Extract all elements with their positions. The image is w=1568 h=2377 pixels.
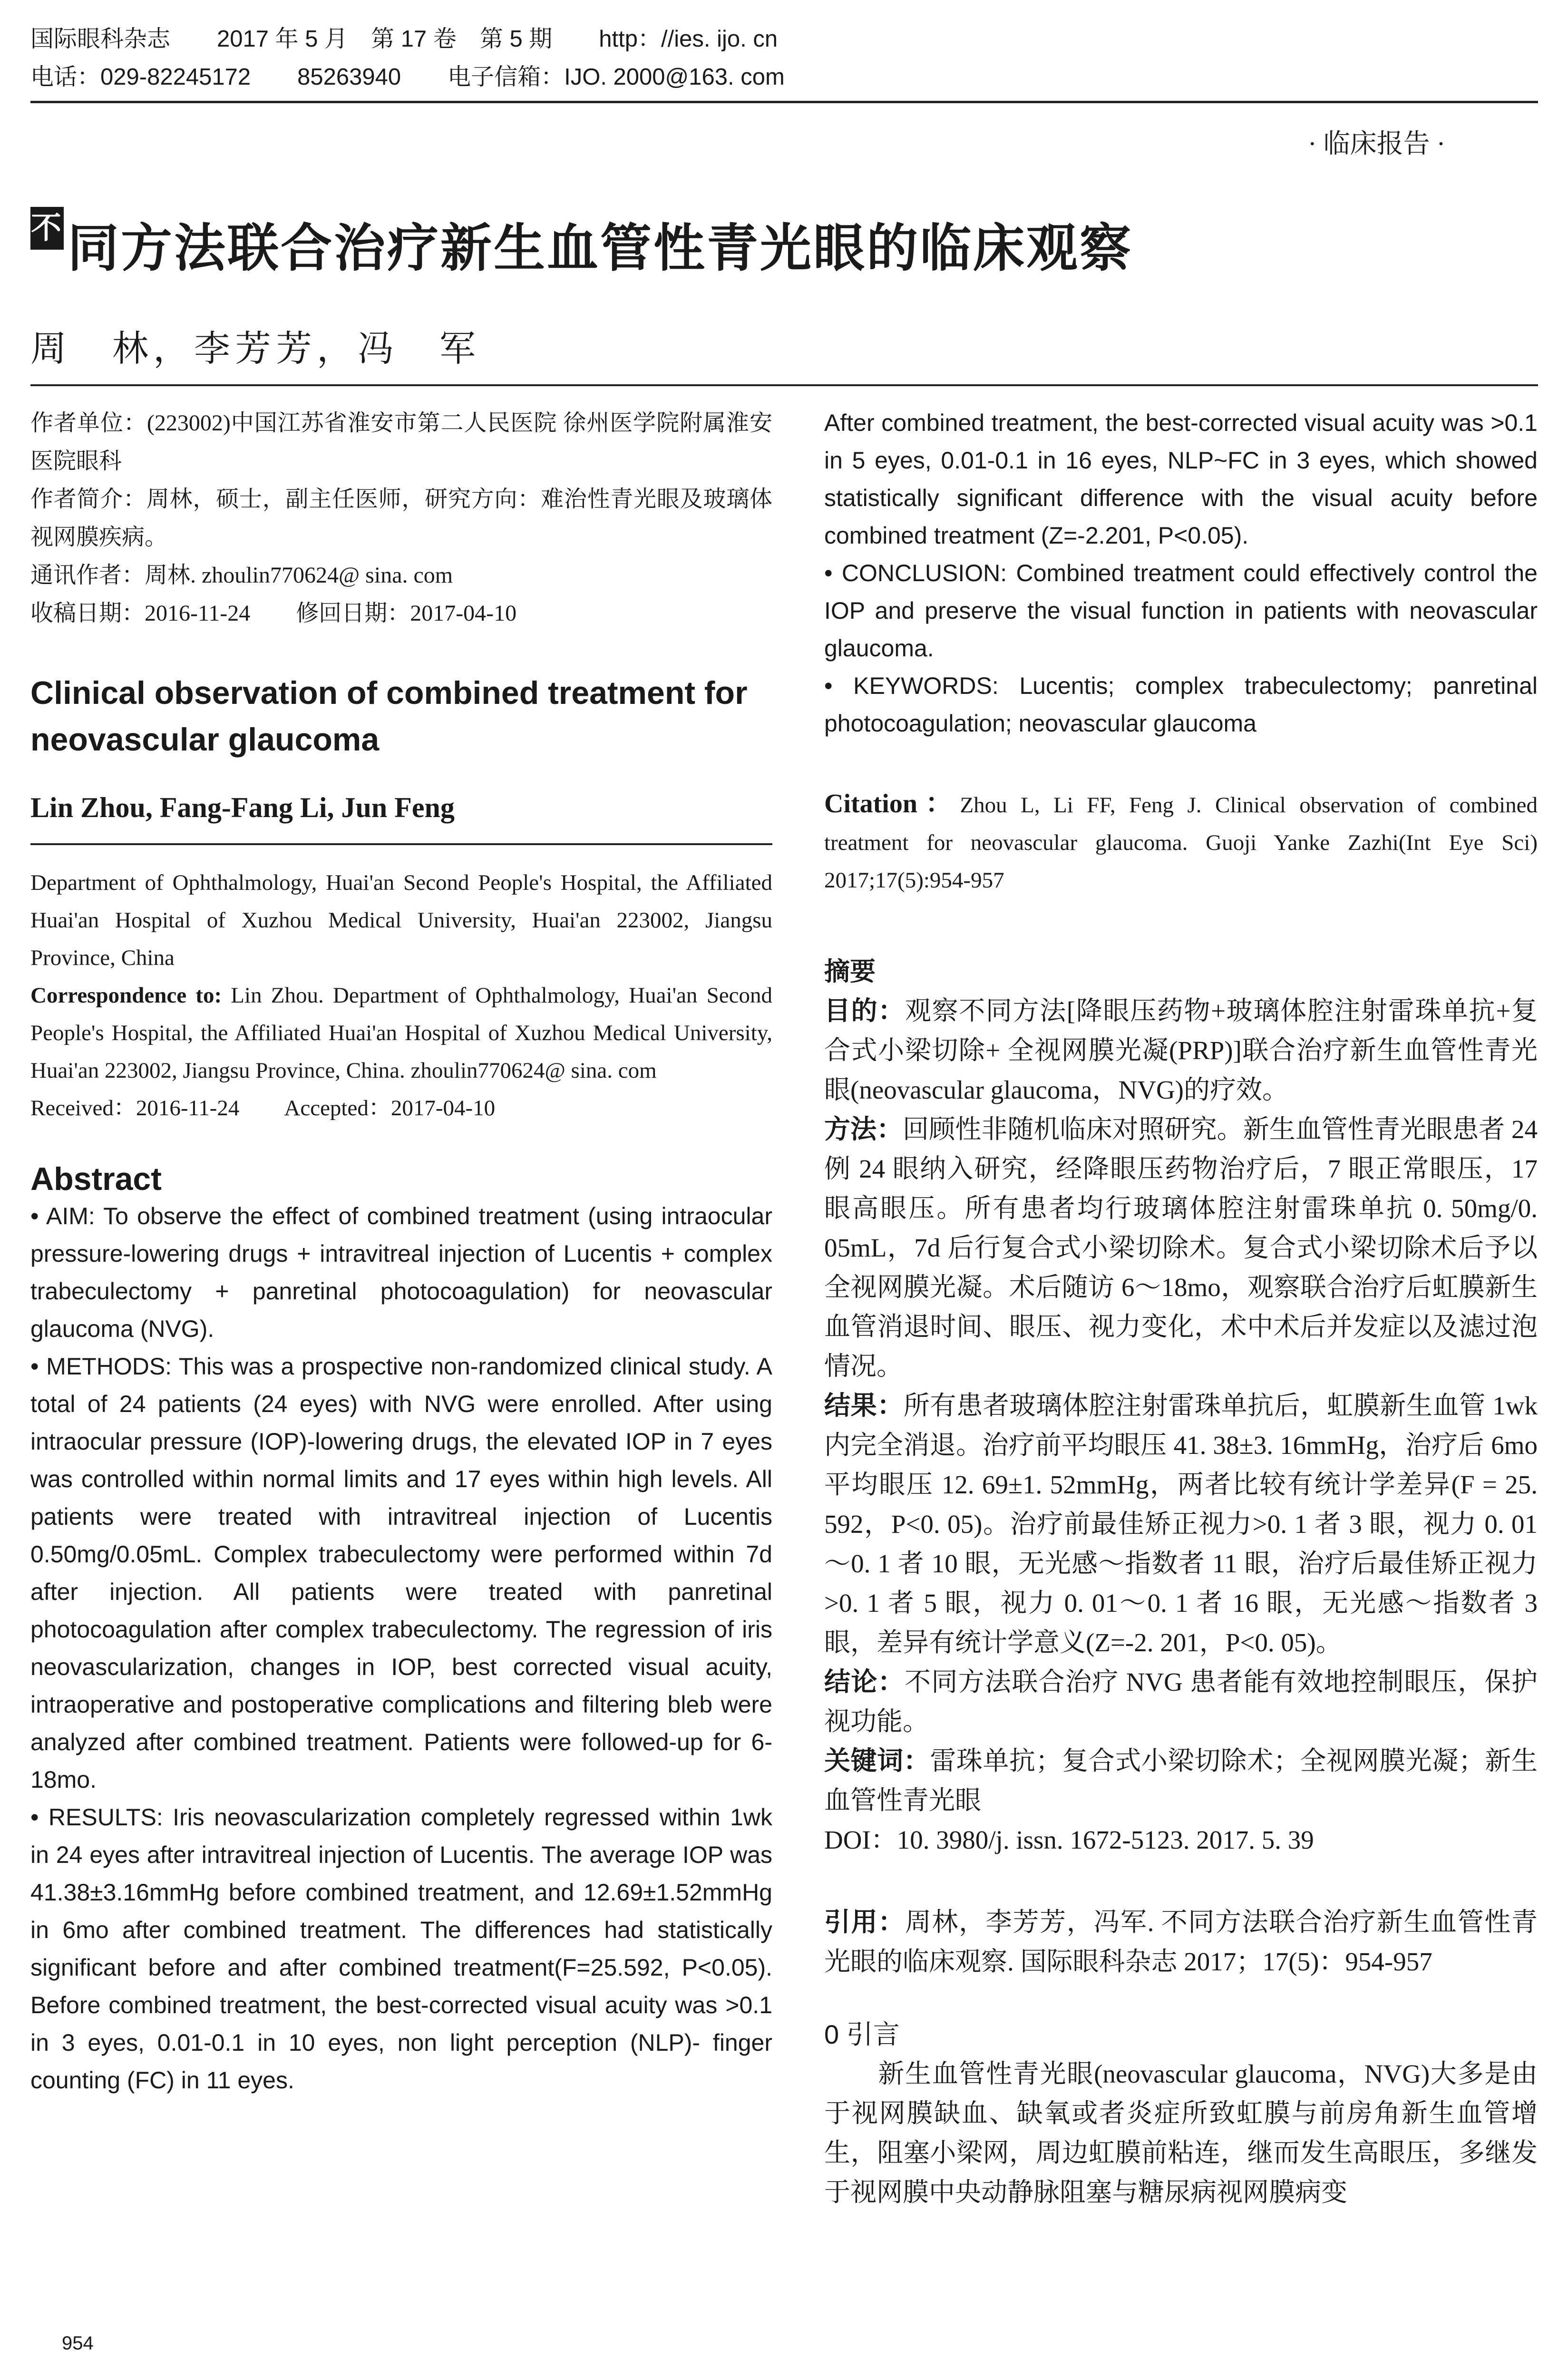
title-text: 同方法联合治疗新生血管性青光眼的临床观察	[68, 219, 1133, 278]
author-bio-cn: 作者简介：周林，硕士，副主任医师，研究方向：难治性青光眼及玻璃体视网膜疾病。	[30, 487, 772, 550]
title-initial-box: 不	[30, 207, 64, 250]
zh-abstract-heading: 摘要	[824, 956, 876, 986]
journal-header-line1: 国际眼科杂志 2017 年 5 月 第 17 卷 第 5 期 http：//ies. ijo. cn	[30, 26, 778, 52]
citation-cn-text: 周林，李芳芳，冯军. 不同方法联合治疗新生血管性青光眼的临床观察. 国际眼科杂志 2017；17(5)：954-957	[824, 1908, 1538, 1976]
correspondence-en	[30, 977, 772, 1090]
page-title	[30, 207, 1133, 281]
title-rule	[30, 384, 1538, 386]
zh-keywords	[824, 1741, 1538, 1820]
abstract-aim: • AIM: To observe the effect of combined treatment (using intraocular pressure-lowering drugs + intravitreal injection of Lucentis + complex trabeculectomy + panretinal photocoagulation) for neovascular glaucoma (NVG).	[30, 1203, 772, 1342]
right-column	[824, 404, 1538, 2212]
english-authors: Lin Zhou, Fang-Fang Li, Jun Feng	[30, 792, 455, 823]
zh-result-label: 结果：	[824, 1390, 904, 1421]
zh-method-text: 回顾性非随机临床对照研究。新生血管性青光眼患者 24 例 24 眼纳入研究，经降眼压药物治疗后，7 眼正常眼压，17 眼高眼压。所有患者均行玻璃体腔注射雷珠单抗 0. 50mg/0. 05mL，7d 后行复合式小梁切除术。复合式小梁切除术后予以全视网膜光凝。术后随访 6～18mo，观察联合治疗后虹膜新生血管消退时间、眼压、视力变化，术中术后并发症以及滤过泡情况。	[824, 1115, 1538, 1381]
zh-method	[824, 1110, 1538, 1386]
header-rule	[30, 101, 1538, 103]
affiliation-en: Department of Ophthalmology, Huai'an Second People's Hospital, the Affiliated Huai'an Hospital of Xuzhou Medical University, Huai'an 223002, Jiangsu Province, China	[30, 870, 772, 970]
author-affiliation-cn: 作者单位：(223002)中国江苏省淮安市第二人民医院 徐州医学院附属淮安医院眼科	[30, 410, 772, 474]
citation-cn	[824, 1902, 1538, 1981]
zh-conclusion-text: 不同方法联合治疗 NVG 患者能有效地控制眼压，保护视功能。	[824, 1667, 1538, 1736]
corresponding-author-cn: 通讯作者：周林. zhoulin770624@ sina. com	[30, 563, 453, 588]
authors-cn: 周 林，李芳芳，冯 军	[30, 329, 480, 369]
abstract-results-continued: After combined treatment, the best-corrected visual acuity was >0.1 in 5 eyes, 0.01-0.1 in 16 eyes, NLP~FC in 3 eyes, which showed statistically significant difference with the visual acuity before combined treatment (Z=-2.201, P<0.05).	[824, 409, 1538, 549]
citation-text: Zhou L, Li FF, Feng J. Clinical observation of combined treatment for neovascular glaucoma. Guoji Yanke Zazhi(Int Eye Sci) 2017;17(5):954-957	[824, 793, 1538, 893]
zh-conclusion-label: 结论：	[824, 1666, 905, 1697]
intro-text: 新生血管性青光眼(neovascular glaucoma，NVG)大多是由于视网膜缺血、缺氧或者炎症所致虹膜与前房角新生血管增生，阻塞小梁网，周边虹膜前粘连，继而发生高眼压，多继发于视网膜中央动静脉阻塞与糖尿病视网膜病变	[824, 2059, 1538, 2207]
zh-aim	[824, 991, 1538, 1110]
section-tag: · 临床报告 ·	[1308, 129, 1446, 159]
zh-conclusion	[824, 1662, 1538, 1741]
citation-cn-label: 引用：	[824, 1907, 905, 1937]
authors-rule	[30, 824, 772, 845]
citation-label: Citation：	[824, 789, 960, 818]
zh-result-text: 所有患者玻璃体腔注射雷珠单抗后，虹膜新生血管 1wk 内完全消退。治疗前平均眼压 41. 38±3. 16mmHg，治疗后 6mo 平均眼压 12. 69±1. 52mmHg，两者比较有统计学差异(F = 25. 592，P<0. 05)。治疗前最佳矫正视力>0. 1 者 3 眼，视力 0. 01～0. 1 者 10 眼，无光感～指数者 11 眼，治疗后最佳矫正视力>0. 1 者 5 眼，视力 0. 01～0. 1 者 16 眼，无光感～指数者 3 眼，差异有统计学意义(Z=-2. 201，P<0. 05)。	[824, 1391, 1538, 1657]
english-title: Clinical observation of combined treatment for neovascular glaucoma	[30, 675, 748, 758]
left-column	[30, 404, 772, 2099]
zh-result	[824, 1386, 1538, 1662]
zh-aim-label: 目的：	[824, 995, 905, 1026]
received-accepted: Received：2016-11-24 Accepted：2017-04-10	[30, 1096, 496, 1120]
zh-keywords-label: 关键词：	[824, 1745, 930, 1776]
zh-method-label: 方法：	[824, 1114, 903, 1144]
page-number: 954	[62, 2333, 94, 2354]
zh-aim-text: 观察不同方法[降眼压药物+玻璃体腔注射雷珠单抗+复合式小梁切除+ 全视网膜光凝(PRP)]联合治疗新生血管性青光眼(neovascular glaucoma，NVG)的疗效。	[824, 996, 1538, 1104]
correspondence-label: Correspondence to:	[30, 983, 222, 1008]
doi: DOI：10. 3980/j. issn. 1672-5123. 2017. 5. 39	[824, 1825, 1314, 1854]
correspondence-text: Lin Zhou. Department of Ophthalmology, Huai'an Second People's Hospital, the Affiliated Huai'an Hospital of Xuzhou Medical University, Huai'an 223002, Jiangsu Province, China. zhoulin770624@ sina. com	[30, 983, 772, 1083]
abstract-results: • RESULTS: Iris neovascularization completely regressed within 1wk in 24 eyes after intravitreal injection of Lucentis. The average IOP was 41.38±3.16mmHg before combined treatment, and 12.69±1.52mmHg in 6mo after combined treatment. The differences had statistically significant before and after combined treatment(F=25.592, P<0.05). Before combined treatment, the best-corrected visual acuity was >0.1 in 3 eyes, 0.01-0.1 in 10 eyes, non light perception (NLP)- finger counting (FC) in 11 eyes.	[30, 1804, 772, 2094]
abstract-methods: • METHODS: This was a prospective non-randomized clinical study. A total of 24 patients (24 eyes) with NVG were enrolled. After using intraocular pressure (IOP)-lowering drugs, the elevated IOP in 7 eyes was controlled within normal limits and 17 eyes within high levels. All patients were treated with intravitreal injection of Lucentis 0.50mg/0.05mL. Complex trabeculectomy were performed within 7d after injection. All patients were treated with panretinal photocoagulation after complex trabeculectomy. The regression of iris neovascularization, changes in IOP, best corrected visual acuity, intraoperative and postoperative complications and filtering bleb were analyzed after combined treatment. Patients were followed-up for 6-18mo.	[30, 1353, 772, 1793]
dates-cn: 收稿日期：2016-11-24 修回日期：2017-04-10	[30, 601, 517, 626]
citation-en	[824, 785, 1538, 899]
abstract-keywords: • KEYWORDS: Lucentis; complex trabeculectomy; panretinal photocoagulation; neovascular glaucoma	[824, 672, 1538, 737]
abstract-conclusion: • CONCLUSION: Combined treatment could effectively control the IOP and preserve the visual function in patients with neovascular glaucoma.	[824, 560, 1538, 662]
abstract-heading: Abstract	[30, 1161, 162, 1197]
zh-keywords-text: 雷珠单抗；复合式小梁切除术；全视网膜光凝；新生血管性青光眼	[824, 1746, 1538, 1815]
journal-header-line2: 电话：029-82245172 85263940 电子信箱：IJO. 2000@163. com	[30, 64, 785, 90]
intro-heading: 0 引言	[824, 2019, 900, 2049]
